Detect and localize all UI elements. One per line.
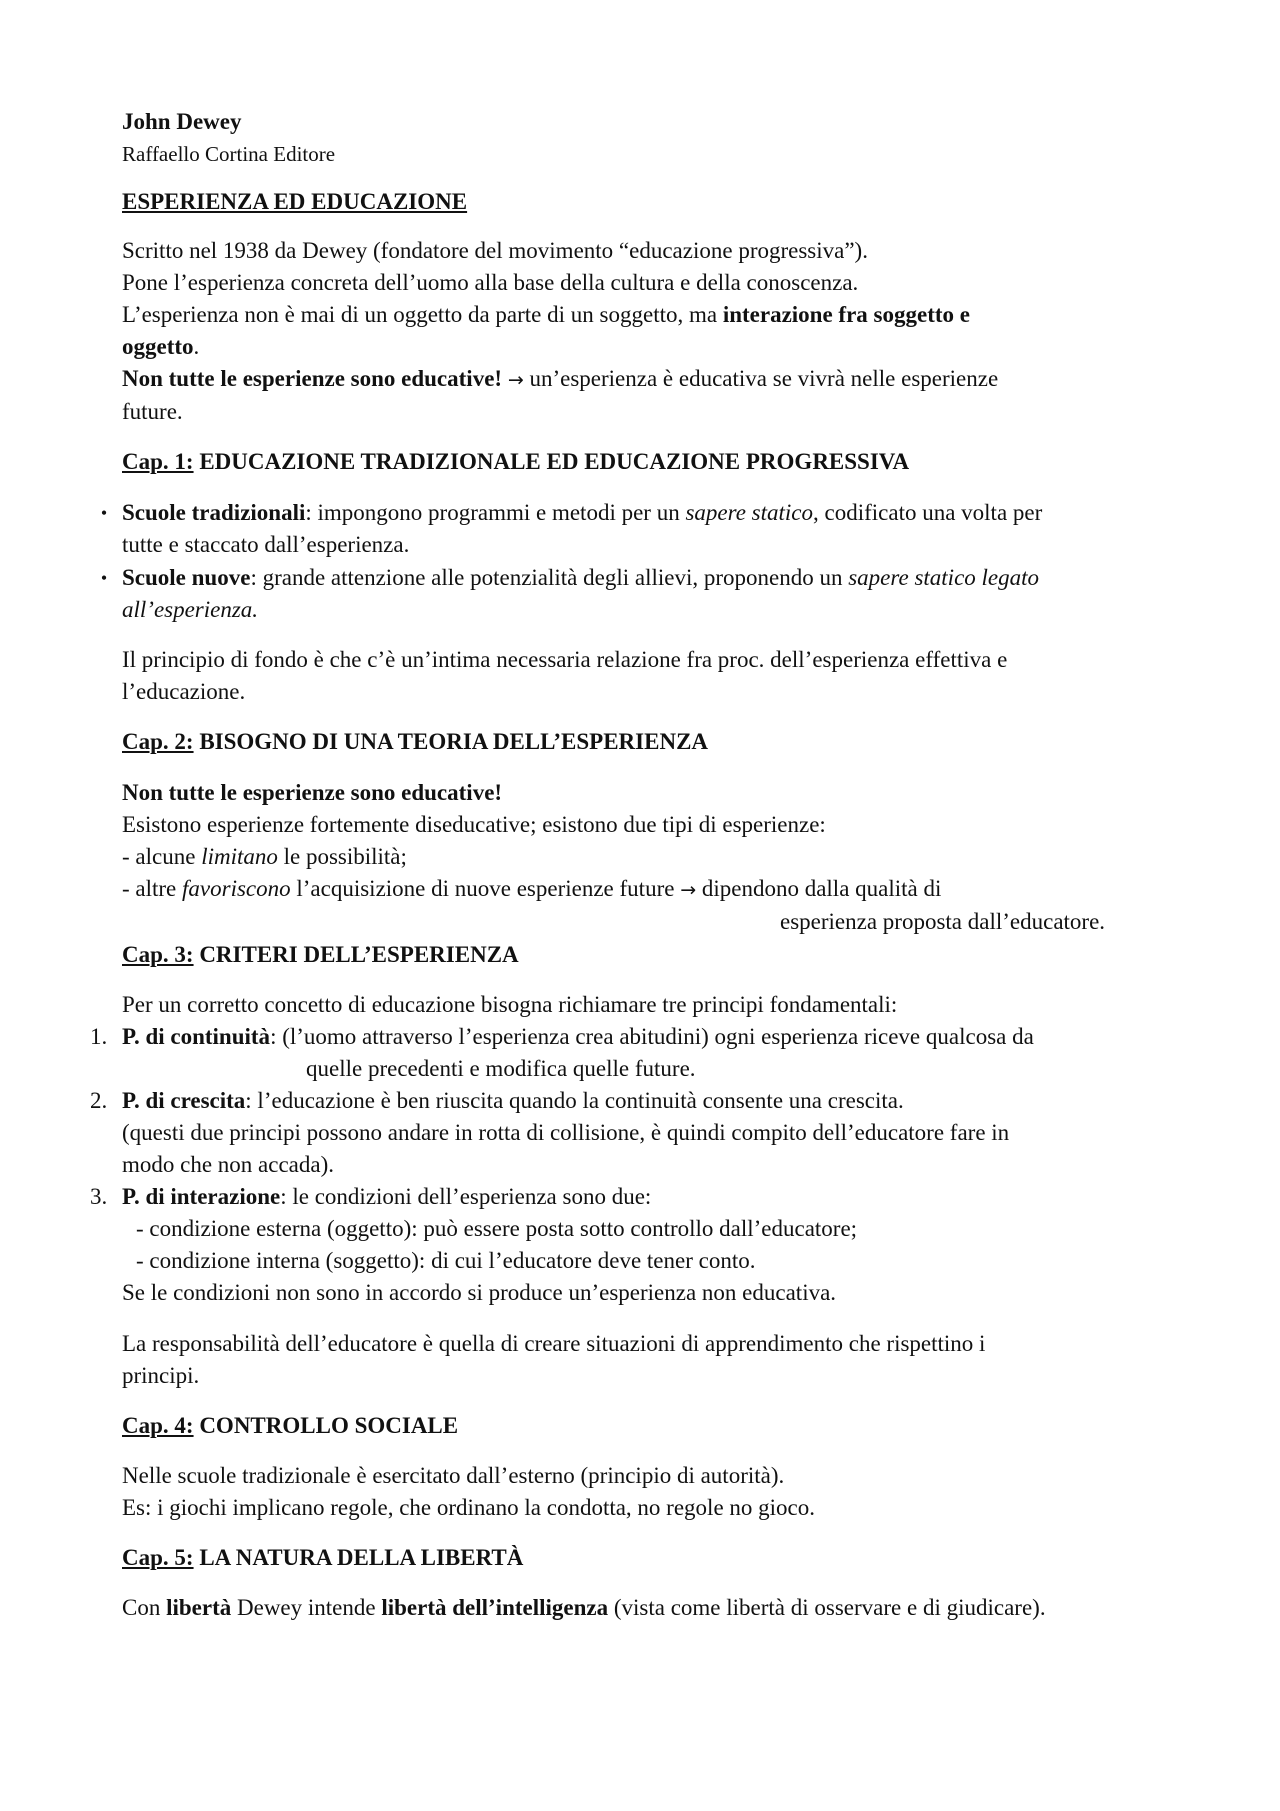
chapter-title: CRITERI DELL’ESPERIENZA <box>193 942 519 967</box>
text: - altre <box>122 876 183 901</box>
list-line: - condizione interna (soggetto): di cui l’educatore deve tener conto. <box>136 1248 756 1273</box>
list-term: P. di continuità <box>122 1024 271 1049</box>
text: l’acquisizione di nuove esperienze future <box>290 876 681 901</box>
bullet-term: Scuole tradizionali <box>122 500 306 525</box>
list-number: 2. <box>90 1088 108 1113</box>
cap2-body <box>122 777 1182 938</box>
bullet-line: tutte e staccato dall’esperienza. <box>122 532 410 557</box>
cap1-bullet-item <box>122 497 1182 561</box>
list-number: 1. <box>90 1024 108 1049</box>
bullet-icon: • <box>100 568 108 588</box>
list-line <box>122 1085 1182 1117</box>
bullet-text: , codificato una volta per <box>813 500 1043 525</box>
cap2-heading <box>122 726 1182 758</box>
paragraph-bold-line: Non tutte le esperienze sono educative! <box>122 780 503 805</box>
intro-line: future. <box>122 399 183 424</box>
cap3-list-item <box>122 1181 1182 1309</box>
intro-line <box>122 299 1182 331</box>
paragraph-line: l’educazione. <box>122 679 246 704</box>
cap3-heading <box>122 939 1182 971</box>
cap1-bullet-item <box>122 562 1182 626</box>
cap4-heading <box>122 1410 1182 1442</box>
cap4-body <box>122 1460 1182 1524</box>
text: Dewey intende <box>231 1595 382 1620</box>
paragraph-line: Nelle scuole tradizionale è esercitato dall’esterno (principio di autorità). <box>122 1463 785 1488</box>
intro-bold-text: Non tutte le esperienze sono educative! <box>122 366 503 391</box>
list-term: P. di crescita <box>122 1088 246 1113</box>
chapter-label: Cap. 1: <box>122 449 194 474</box>
author-name: John Dewey <box>122 109 242 134</box>
intro-line <box>122 331 1182 363</box>
bullet-italic: all’esperienza. <box>122 597 259 622</box>
cap3-list-item <box>122 1021 1182 1085</box>
list-line <box>122 1181 1182 1213</box>
cap5-paragraph <box>122 1592 1182 1624</box>
bullet-term: Scuole nuove <box>122 565 251 590</box>
bullet-text: : impongono programmi e metodi per un <box>305 500 686 525</box>
intro-bold-text: oggetto <box>122 334 194 359</box>
bullet-line <box>122 497 1182 529</box>
intro-paragraph <box>122 235 1182 428</box>
bold-text: libertà dell’intelligenza <box>381 1595 609 1620</box>
paragraph-line: Es: i giochi implicano regole, che ordinano la condotta, no regole no gioco. <box>122 1495 815 1520</box>
list-text: : le condizioni dell’esperienza sono due: <box>280 1184 652 1209</box>
list-line: - condizione esterna (oggetto): può essere posta sotto controllo dall’educatore; <box>136 1216 858 1241</box>
paragraph-line: Il principio di fondo è che c’è un’intima necessaria relazione fra proc. dell’esperienza effettiva e <box>122 647 1008 672</box>
chapter-label: Cap. 5: <box>122 1545 194 1570</box>
italic-text: limitano <box>201 844 278 869</box>
cap5-heading <box>122 1542 1182 1574</box>
text: dipendono dalla qualità di <box>696 876 942 901</box>
paragraph-line: esperienza proposta dall’educatore. <box>780 909 1106 934</box>
paragraph-line: principi. <box>122 1363 200 1388</box>
document-title: ESPERIENZA ED EDUCAZIONE <box>122 189 468 214</box>
bullet-line <box>122 562 1182 594</box>
chapter-label: Cap. 2: <box>122 729 194 754</box>
text: - alcune <box>122 844 202 869</box>
paragraph-line: La responsabilità dell’educatore è quella di creare situazioni di apprendimento che rispettino i <box>122 1331 986 1356</box>
cap1-paragraph <box>122 644 1182 708</box>
list-term: P. di interazione <box>122 1184 281 1209</box>
bullet-italic: sapere statico <box>685 500 813 525</box>
list-line: Se le condizioni non sono in accordo si produce un’esperienza non educativa. <box>122 1280 837 1305</box>
cap3-list-item <box>122 1085 1182 1181</box>
bullet-icon: • <box>100 503 108 523</box>
list-number: 3. <box>90 1184 108 1209</box>
list-text: : (l’uomo attraverso l’esperienza crea abitudini) ogni esperienza riceve qualcosa da <box>270 1024 1034 1049</box>
cap3-paragraph <box>122 1328 1182 1392</box>
list-line: quelle precedenti e modifica quelle future. <box>306 1056 696 1081</box>
chapter-title: BISOGNO DI UNA TEORIA DELL’ESPERIENZA <box>193 729 709 754</box>
intro-line <box>122 363 1182 396</box>
paragraph-line <box>122 873 1182 906</box>
text: le possibilità; <box>277 844 407 869</box>
bullet-italic: sapere statico legato <box>848 565 1040 590</box>
bold-text: libertà <box>166 1595 232 1620</box>
bullet-text: : grande attenzione alle potenzialità degli allievi, proponendo un <box>250 565 849 590</box>
arrow-right-icon: → <box>507 369 524 391</box>
list-text: : l’educazione è ben riuscita quando la continuità consente una crescita. <box>245 1088 904 1113</box>
text: Con <box>122 1595 167 1620</box>
intro-line: Scritto nel 1938 da Dewey (fondatore del movimento “educazione progressiva”). <box>122 238 868 263</box>
chapter-label: Cap. 4: <box>122 1413 194 1438</box>
paragraph-line: Per un corretto concetto di educazione bisogna richiamare tre principi fondamentali: <box>122 992 898 1017</box>
paragraph-line <box>122 841 1182 873</box>
cap1-heading <box>122 446 1182 478</box>
publisher-name: Raffaello Cortina Editore <box>122 142 336 166</box>
list-line <box>122 1021 1182 1053</box>
intro-line: Pone l’esperienza concreta dell’uomo alla base della cultura e della conoscenza. <box>122 270 859 295</box>
list-line: (questi due principi possono andare in rotta di collisione, è quindi compito dell’educatore fare in <box>122 1120 1010 1145</box>
chapter-title: CONTROLLO SOCIALE <box>193 1413 459 1438</box>
arrow-right-icon: → <box>680 879 697 901</box>
text: (vista come libertà di osservare e di giudicare). <box>608 1595 1046 1620</box>
italic-text: favoriscono <box>182 876 291 901</box>
intro-text: un’esperienza è educativa se vivrà nelle esperienze <box>523 366 999 391</box>
list-line: modo che non accada). <box>122 1152 335 1177</box>
intro-bold-text: interazione fra soggetto e <box>722 302 970 327</box>
intro-text: . <box>193 334 200 359</box>
intro-text: L’esperienza non è mai di un oggetto da parte di un soggetto, ma <box>122 302 723 327</box>
bullet-line <box>122 594 1182 626</box>
paragraph-line: Esistono esperienze fortemente diseducative; esistono due tipi di esperienze: <box>122 812 826 837</box>
chapter-label: Cap. 3: <box>122 942 194 967</box>
chapter-title: EDUCAZIONE TRADIZIONALE ED EDUCAZIONE PROGRESSIVA <box>193 449 910 474</box>
chapter-title: LA NATURA DELLA LIBERTÀ <box>193 1545 524 1570</box>
